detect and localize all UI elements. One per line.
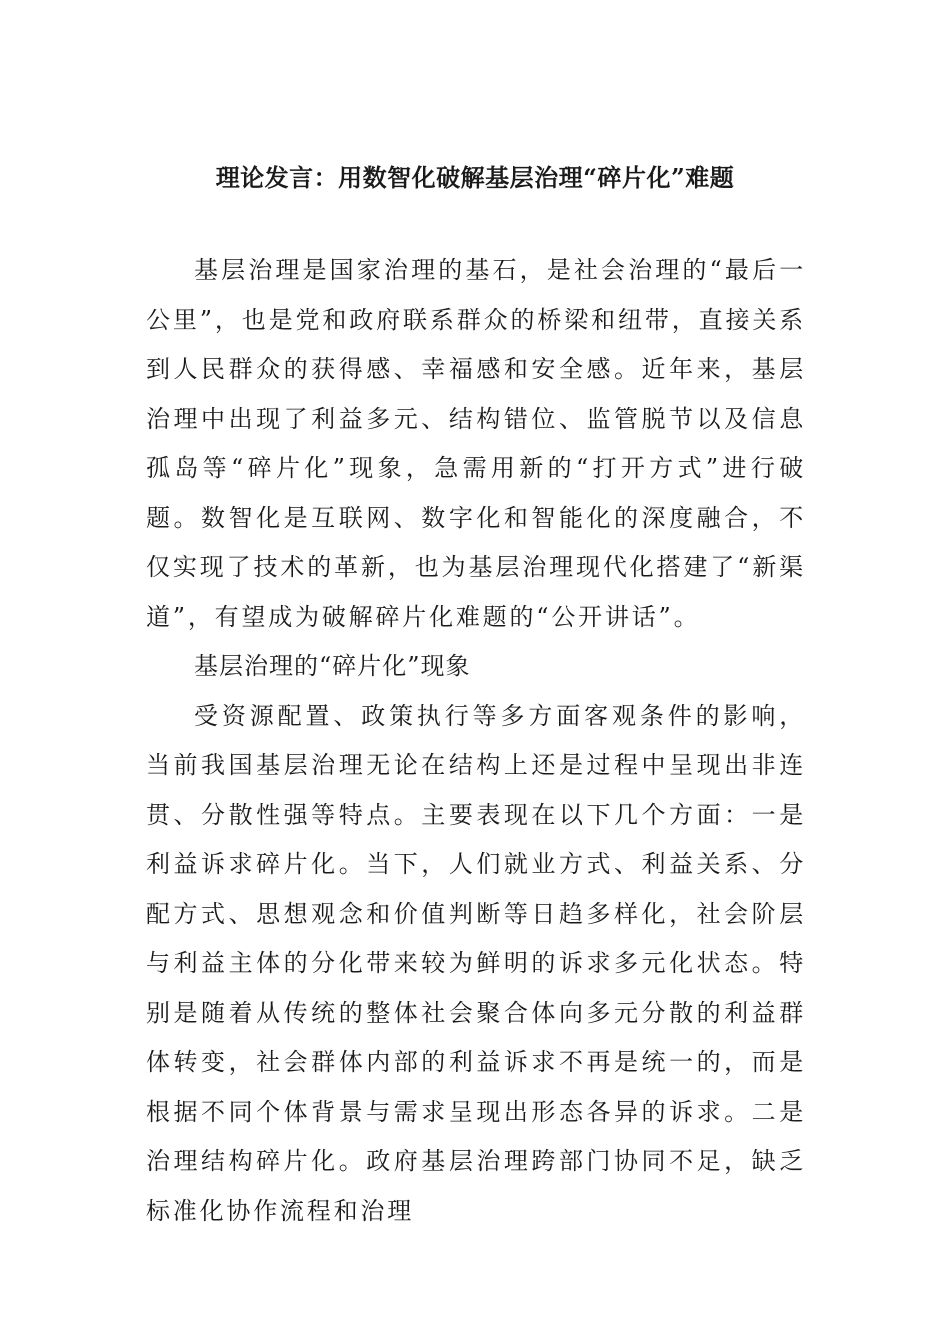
document-title: 理论发言：用数智化破解基层治理“碎片化”难题	[215, 163, 735, 192]
section-heading: 基层治理的“碎片化”现象	[194, 652, 471, 680]
document-body	[146, 246, 806, 1236]
paragraph-intro: 基层治理是国家治理的基石，是社会治理的“最后一公里”，也是党和政府联系群众的桥梁和纽带，直接关系到人民群众的获得感、幸福感和安全感。近年来，基层治理中出现了利益多元、结构错位、监管脱节以及信息孤岛等“碎片化”现象，急需用新的“打开方式”进行破题。数智化是互联网、数字化和智能化的深度融合，不仅实现了技术的革新，也为基层治理现代化搭建了“新渠道”，有望成为破解碎片化难题的“公开讲话”。	[146, 256, 806, 631]
paragraph-fragmentation: 受资源配置、政策执行等多方面客观条件的影响，当前我国基层治理无论在结构上还是过程中呈现出非连贯、分散性强等特点。主要表现在以下几个方面：一是利益诉求碎片化。当下，人们就业方式、利益关系、分配方式、思想观念和价值判断等日趋多样化，社会阶层与利益主体的分化带来较为鲜明的诉求多元化状态。特别是随着从传统的整体社会聚合体向多元分散的利益群体转变，社会群体内部的利益诉求不再是统一的，而是根据不同个体背景与需求呈现出形态各异的诉求。二是治理结构碎片化。政府基层治理跨部门协同不足，缺乏标准化协作流程和治理	[146, 701, 806, 1225]
